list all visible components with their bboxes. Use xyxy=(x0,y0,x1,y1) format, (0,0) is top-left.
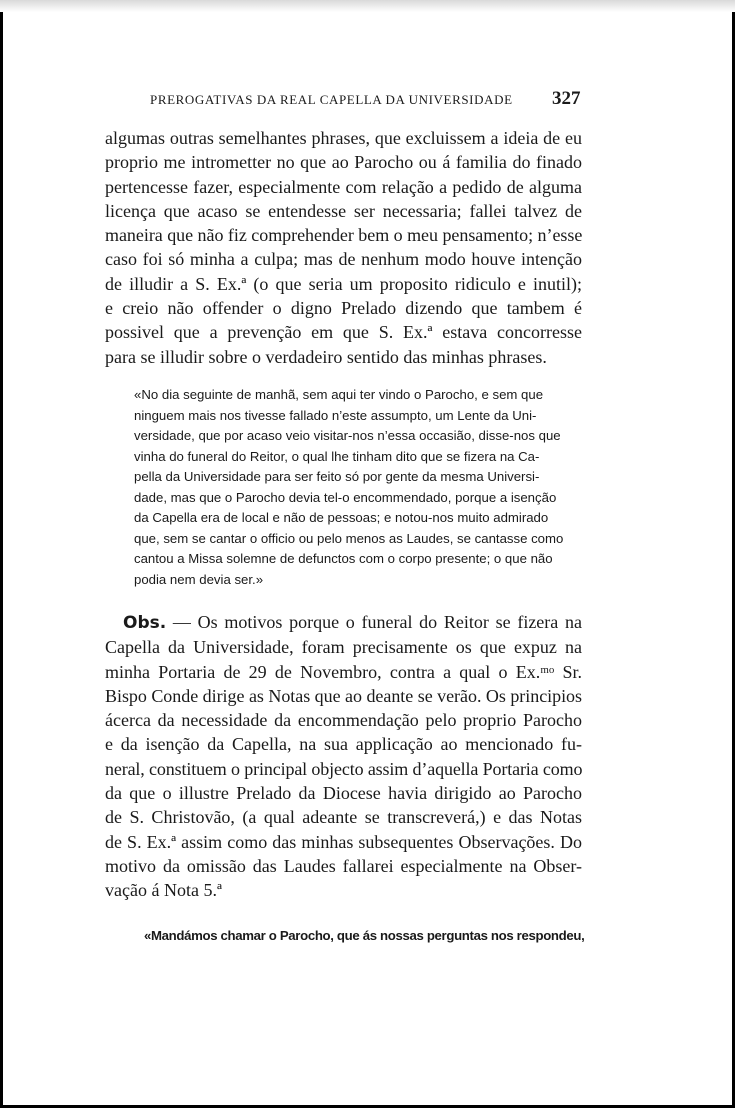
text-line-first xyxy=(105,610,582,635)
text-line-rest: — Os motivos porque o funeral do Reitor se fizera na xyxy=(166,612,582,632)
text-line: de S. Ex.ª assim como das minhas subsequentes Observações. Do xyxy=(105,831,582,852)
text-line: ácerca da necessidade da encommendação pelo proprio Parocho xyxy=(105,710,582,731)
obs-label: Obs. xyxy=(123,613,167,633)
quote-line: que, sem se cantar o officio ou pelo menos as Laudes, se cantasse como xyxy=(134,530,564,546)
quote-line: cantou a Missa solemne de defunctos com o corpo presente; o que não xyxy=(134,551,553,566)
quote-line: dade, mas que o Parocho devia tel-o encommendado, porque a isenção xyxy=(134,489,557,505)
block-quote-2 xyxy=(144,926,584,947)
text-line: licença que acaso se entendesse ser necessaria; fallei talvez de xyxy=(105,200,582,221)
text-line: proprio me intrometter no que ao Parocho ou á familia do finado xyxy=(105,152,582,173)
quote-line: vinha do funeral do Reitor, o qual lhe tinham dito que se fizera na Ca- xyxy=(134,448,540,464)
paragraph-obs xyxy=(105,610,582,903)
quote-line: «No dia seguinte de manhã, sem aqui ter vindo o Parocho, e sem que xyxy=(134,387,544,402)
text-line: motivo da omissão das Laudes fallarei especialmente na Obser- xyxy=(105,855,582,876)
text-line: e da isenção da Capella, na sua applicação ao mencionado fu- xyxy=(105,734,582,755)
text-line: algumas outras semelhantes phrases, que excluissem a ideia de eu xyxy=(105,128,582,148)
quote-line: podia nem devia ser.» xyxy=(134,571,264,587)
text-line-last: para se illudir sobre o verdadeiro sentido das minhas phrases. xyxy=(105,346,547,367)
text-line: Capella da Universidade, foram precisamente os que expuz na xyxy=(105,637,582,658)
text-line: e creio não offender o digno Prelado dizendo que tambem é xyxy=(105,298,582,319)
text-line: Bispo Conde dirige as Notas que ao deante se verão. Os principios xyxy=(105,685,582,706)
text-line: da que o illustre Prelado da Diocese havia dirigido ao Parocho xyxy=(105,783,582,804)
quote-line: «Mandámos chamar o Parocho, que ás nossas perguntas nos respondeu, xyxy=(144,928,585,943)
text-line: caso foi só minha a culpa; mas de nenhum modo houve intenção xyxy=(105,249,582,270)
running-title: PREROGATIVAS DA REAL CAPELLA DA UNIVERSIDADE xyxy=(150,92,513,107)
page-number: 327 xyxy=(552,88,581,109)
text-line: neral, constituem o principal objecto assim d’aquella Portaria como xyxy=(105,758,583,779)
text-line: de illudir a S. Ex.ª (o que seria um proposito ridiculo e inutil); xyxy=(105,273,582,294)
page-top-edge xyxy=(0,0,735,12)
quote-line: da Capella era de local e não de pessoas; e notou-nos muito admirado xyxy=(134,510,549,525)
text-line: maneira que não fiz comprehender bem o meu pensamento; n’esse xyxy=(105,225,583,246)
text-line: possivel que a prevenção em que S. Ex.ª estava concorresse xyxy=(105,322,582,343)
text-line: de S. Christovão, (a qual adeante se transcreverá,) e das Notas xyxy=(105,807,582,828)
block-quote-1 xyxy=(134,385,576,590)
quote-line: versidade, que por acaso veio visitar-nos n’essa occasião, disse-nos que xyxy=(134,428,561,443)
quote-line: ninguem mais nos tivesse fallado n’este assumpto, um Lente da Uni- xyxy=(134,407,537,423)
text-line-last: vação á Nota 5.ª xyxy=(105,880,222,901)
paragraph-1 xyxy=(105,126,582,369)
quote-line: pella da Universidade para ser feito só por gente da mesma Universi- xyxy=(134,469,540,484)
text-line: minha Portaria de 29 de Novembro, contra a qual o Ex.ᵐᵒ Sr. xyxy=(105,661,582,682)
text-line: pertencesse fazer, especialmente com relação a pedido de alguma xyxy=(105,176,582,197)
